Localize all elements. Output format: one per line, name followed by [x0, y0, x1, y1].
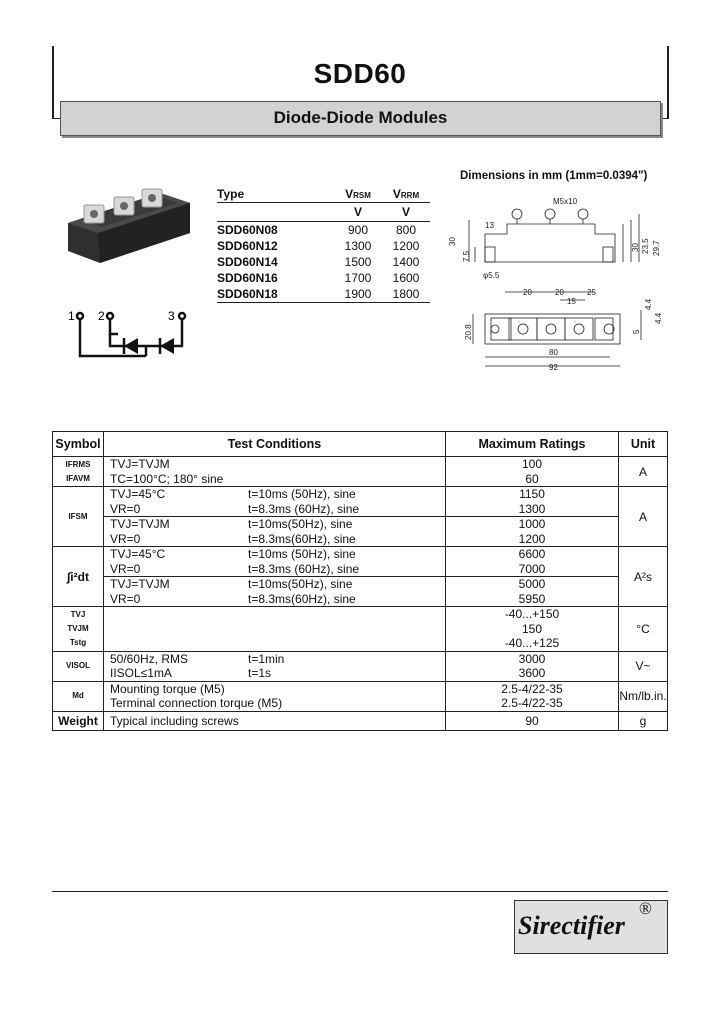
- col-type: Type: [217, 187, 245, 201]
- pin-1-label: 1: [68, 309, 75, 323]
- svg-text:7.5: 7.5: [462, 250, 471, 262]
- svg-text:30: 30: [448, 237, 457, 246]
- svg-text:92: 92: [549, 363, 558, 372]
- dimensions-title: Dimensions in mm (1mm=0.0394"): [460, 170, 648, 182]
- diode-2-icon: [160, 338, 174, 354]
- unit-v: V: [353, 205, 362, 219]
- svg-text:25: 25: [587, 288, 596, 297]
- svg-text:80: 80: [549, 348, 558, 357]
- header-ratings: Maximum Ratings: [446, 432, 619, 457]
- brand-logo-text: Sirectifier: [518, 911, 625, 940]
- svg-text:15: 15: [567, 297, 576, 306]
- col-vrsm: VRSM: [345, 187, 371, 201]
- pin-2-label: 2: [98, 309, 105, 323]
- svg-text:29.7: 29.7: [652, 240, 661, 256]
- col-vrrm: VRRM: [392, 187, 420, 201]
- table-row: SDD60N18 1900 1800: [217, 286, 430, 303]
- svg-text:4.4: 4.4: [654, 312, 663, 324]
- svg-text:φ5.5: φ5.5: [483, 271, 500, 280]
- svg-text:M5x10: M5x10: [553, 197, 578, 206]
- svg-text:20.8: 20.8: [464, 324, 473, 340]
- page-subtitle: Diode-Diode Modules: [273, 108, 448, 127]
- table-header-row: [53, 432, 668, 457]
- svg-text:4.4: 4.4: [644, 298, 653, 310]
- table-row: VISOL 50/60Hz, RMS t=1min IISOL≤1mA t=1s 3000 3600 V~: [53, 651, 668, 681]
- svg-text:23.5: 23.5: [641, 238, 650, 254]
- table-row: IFSM TVJ=45°C t=10ms (50Hz), sine VR=0 t=8.3ms (60Hz), sine TVJ=TVJM t=10ms(50Hz), sine VR=0 t=8.3ms(60Hz), sine 1150 1300 1000 1200 A: [53, 487, 668, 547]
- svg-text:13: 13: [485, 221, 494, 230]
- svg-text:20: 20: [523, 288, 532, 297]
- unit-v: V: [401, 205, 410, 219]
- svg-text:30: 30: [631, 243, 640, 252]
- page-title: SDD60: [313, 58, 407, 89]
- table-row: Md Mounting torque (M5) Terminal connection torque (M5) 2.5-4/22-35 2.5-4/22-35 Nm/lb.in.: [53, 681, 668, 711]
- table-row: SDD60N14 1500 1400: [217, 255, 420, 269]
- table-row: Weight Typical including screws 90 g: [53, 711, 668, 730]
- footer-divider: [52, 891, 668, 892]
- table-row: SDD60N12 1300 1200: [217, 239, 420, 253]
- header-unit: Unit: [619, 432, 668, 457]
- module-photo: [60, 183, 198, 273]
- header-conditions: Test Conditions: [104, 432, 446, 457]
- svg-text:5: 5: [632, 329, 641, 334]
- table-row: SDD60N08 900 800: [217, 223, 417, 237]
- circuit-diagram: [62, 308, 192, 368]
- table-row: IFRMS IFAVM TVJ=TVJM TC=100°C; 180° sine 100 60 A: [53, 457, 668, 487]
- type-table: [217, 186, 430, 303]
- table-row: TVJ TVJM Tstg -40...+150 150 -40...+125 °C: [53, 607, 668, 652]
- diode-1-icon: [124, 338, 138, 354]
- ratings-table: [52, 431, 668, 731]
- pin-3-label: 3: [168, 309, 175, 323]
- header-symbol: Symbol: [53, 432, 104, 457]
- table-row: ∫i²dt TVJ=45°C t=10ms (50Hz), sine VR=0 t=8.3ms (60Hz), sine TVJ=TVJM t=10ms(50Hz), sine VR=0 t=8.3ms(60Hz), sine 6600 7000 5000 5950 A²s: [53, 547, 668, 607]
- table-row: SDD60N16 1700 1600: [217, 271, 420, 285]
- registered-mark-icon: ®: [639, 899, 652, 918]
- svg-text:20: 20: [555, 288, 564, 297]
- dimension-drawing: [445, 192, 670, 377]
